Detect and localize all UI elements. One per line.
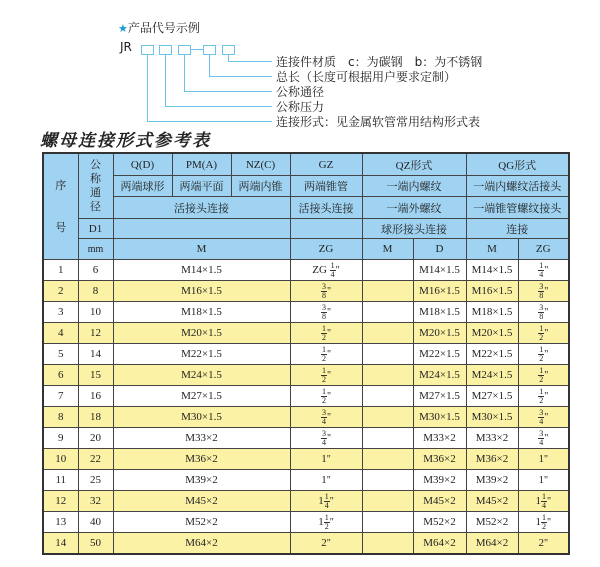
cell-gz-zg <box>290 344 362 365</box>
cell-qz-d: M16×1.5 <box>413 281 466 302</box>
numerator: 1 <box>324 491 329 501</box>
table-row <box>43 386 569 407</box>
header-cell: 活接头连接 <box>290 197 362 219</box>
inch-mark: " <box>544 306 549 318</box>
cell-qz-d: M64×2 <box>413 533 466 555</box>
whole: 1 <box>318 515 324 528</box>
cell-qz-m <box>362 365 413 386</box>
cell-qg-zg <box>518 344 569 365</box>
table-title: 螺母连接形式参考表 <box>40 131 211 151</box>
denominator: 4 <box>539 416 544 426</box>
header-cell: M <box>466 239 518 260</box>
cell-qg-m: M14×1.5 <box>466 260 518 281</box>
inch-mark: " <box>326 369 332 381</box>
header-cell: ZG <box>290 239 362 260</box>
cell-no: 11 <box>43 470 78 491</box>
cell-m: M33×2 <box>113 428 290 449</box>
denominator: 2 <box>321 374 326 384</box>
cell-qz-m <box>362 302 413 323</box>
header-cell: 一端内螺纹活接头 <box>466 176 569 197</box>
inch-mark: " <box>546 516 552 528</box>
cell-qz-m <box>362 281 413 302</box>
cell-m: M27×1.5 <box>113 386 290 407</box>
cell-no: 4 <box>43 323 78 344</box>
cell-dn: 25 <box>78 470 113 491</box>
cell-qg-zg <box>518 281 569 302</box>
label-length: 总长（长度可根据用户要求定制） <box>276 70 457 84</box>
table-row <box>43 281 569 302</box>
denominator: 8 <box>539 290 544 300</box>
header-seq-1: 序 <box>55 179 67 192</box>
cell-dn: 18 <box>78 407 113 428</box>
numerator: 1 <box>321 344 326 354</box>
numerator: 1 <box>330 260 335 270</box>
cell-m: M36×2 <box>113 449 290 470</box>
header-cell: QZ形式 <box>362 153 466 176</box>
cell-qg-zg <box>518 449 569 470</box>
cell-dn: 12 <box>78 323 113 344</box>
denominator: 2 <box>539 353 544 363</box>
header-cell: 两端锥管 <box>290 176 362 197</box>
table-row <box>43 449 569 470</box>
cell-no: 6 <box>43 365 78 386</box>
cell-qg-m: M27×1.5 <box>466 386 518 407</box>
numerator: 3 <box>321 428 326 438</box>
cell-qz-d: M18×1.5 <box>413 302 466 323</box>
cell-qg-m: M39×2 <box>466 470 518 491</box>
header-cell: 两端内锥 <box>231 176 290 197</box>
cell-qg-zg <box>518 386 569 407</box>
leader-line <box>228 61 272 62</box>
denominator: 4 <box>321 416 326 426</box>
inch-mark: " <box>544 390 549 402</box>
denominator: 2 <box>539 395 544 405</box>
t: 称 <box>90 173 101 185</box>
cell-dn: 40 <box>78 512 113 533</box>
cell-qg-m: M20×1.5 <box>466 323 518 344</box>
cell-qg-zg <box>518 428 569 449</box>
cell-gz-zg <box>290 386 362 407</box>
header-cell: 一端内螺纹 <box>362 176 466 197</box>
table-row <box>43 260 569 281</box>
cell-dn: 6 <box>78 260 113 281</box>
cell-qg-m: M16×1.5 <box>466 281 518 302</box>
label-connection: 连接形式：见金属软管常用结构形式表 <box>276 115 481 129</box>
inch-mark: " <box>543 538 549 549</box>
inch-mark: " <box>544 327 549 339</box>
table-row <box>43 512 569 533</box>
numerator: 3 <box>321 407 326 417</box>
code-example-title-text: 产品代号示例 <box>127 21 200 35</box>
table-row <box>43 428 569 449</box>
numerator: 3 <box>539 428 544 438</box>
cell-qz-m <box>362 386 413 407</box>
cell-qz-d: M52×2 <box>413 512 466 533</box>
header-cell <box>113 219 290 239</box>
cell-m: M18×1.5 <box>113 302 290 323</box>
denominator: 2 <box>321 395 326 405</box>
cell-no: 13 <box>43 512 78 533</box>
inch-mark: " <box>326 432 332 444</box>
denominator: 2 <box>321 353 326 363</box>
leader-line <box>184 91 272 92</box>
cell-qz-m <box>362 407 413 428</box>
denominator: 2 <box>321 332 326 342</box>
label-pressure: 公称压力 <box>276 100 325 114</box>
numerator: 1 <box>539 260 544 270</box>
table-row <box>43 344 569 365</box>
cell-m: M45×2 <box>113 491 290 512</box>
leader-line <box>165 106 272 107</box>
cell-gz-zg <box>290 512 362 533</box>
denominator: 4 <box>330 269 335 279</box>
numerator: 1 <box>321 365 326 375</box>
cell-qz-m <box>362 344 413 365</box>
label-diameter: 公称通径 <box>276 85 325 99</box>
cell-qg-zg <box>518 365 569 386</box>
whole: 1 <box>321 474 327 486</box>
table-row <box>43 470 569 491</box>
cell-dn: 15 <box>78 365 113 386</box>
cell-qz-d: M36×2 <box>413 449 466 470</box>
table-row <box>43 533 569 555</box>
leader-line <box>209 54 210 76</box>
cell-qg-zg <box>518 323 569 344</box>
denominator: 8 <box>539 311 544 321</box>
cell-no: 14 <box>43 533 78 555</box>
whole: 2 <box>538 537 544 549</box>
star-icon: ★ <box>118 22 128 35</box>
whole: 1 <box>535 515 541 528</box>
whole: 1 <box>321 453 327 465</box>
header-dn <box>78 153 113 219</box>
cell-qz-m <box>362 533 413 555</box>
numerator: 1 <box>539 323 544 333</box>
table-row <box>43 323 569 344</box>
cell-qz-d: M30×1.5 <box>413 407 466 428</box>
header-cell: 一端锥管螺纹接头 <box>466 197 569 219</box>
inch-mark: " <box>326 411 332 423</box>
inch-mark: " <box>326 538 331 549</box>
cell-qg-m: M30×1.5 <box>466 407 518 428</box>
cell-qz-m <box>362 428 413 449</box>
cell-m: M16×1.5 <box>113 281 290 302</box>
cell-qg-m: M36×2 <box>466 449 518 470</box>
header-cell: 两端球形 <box>113 176 172 197</box>
header-cell: D <box>413 239 466 260</box>
cell-qz-d: M45×2 <box>413 491 466 512</box>
cell-qg-m: M22×1.5 <box>466 344 518 365</box>
header-cell: M <box>113 239 290 260</box>
cell-dn: 8 <box>78 281 113 302</box>
denominator: 2 <box>539 374 544 384</box>
cell-dn: 50 <box>78 533 113 555</box>
cell-qz-d: M39×2 <box>413 470 466 491</box>
cell-no: 3 <box>43 302 78 323</box>
header-d1: D1 <box>78 219 113 239</box>
cell-qz-m <box>362 491 413 512</box>
cell-qg-m: M33×2 <box>466 428 518 449</box>
denominator: 4 <box>321 437 326 447</box>
inch-mark: " <box>329 516 334 528</box>
cell-qg-zg <box>518 302 569 323</box>
denominator: 4 <box>541 500 546 510</box>
header-cell: 一端外螺纹 <box>362 197 466 219</box>
cell-qz-d: M20×1.5 <box>413 323 466 344</box>
header-cell: 球形接头连接 <box>362 219 466 239</box>
numerator: 3 <box>539 407 544 417</box>
code-prefix: JR <box>120 40 132 54</box>
cell-qz-d: M14×1.5 <box>413 260 466 281</box>
denominator: 4 <box>539 437 544 447</box>
cell-m: M14×1.5 <box>113 260 290 281</box>
cell-gz-zg <box>290 260 362 281</box>
header-cell: 连接 <box>466 219 569 239</box>
cell-m: M24×1.5 <box>113 365 290 386</box>
cell-dn: 20 <box>78 428 113 449</box>
denominator: 8 <box>321 290 326 300</box>
cell-qz-d: M22×1.5 <box>413 344 466 365</box>
inch-mark: " <box>326 285 332 297</box>
header-cell: NZ(C) <box>231 153 290 176</box>
inch-mark: " <box>326 348 332 360</box>
cell-dn: 32 <box>78 491 113 512</box>
cell-qg-m: M64×2 <box>466 533 518 555</box>
cell-m: M64×2 <box>113 533 290 555</box>
cell-gz-zg <box>290 449 362 470</box>
numerator: 3 <box>539 281 544 291</box>
cell-qz-m <box>362 323 413 344</box>
header-seq-2: 号 <box>55 221 67 234</box>
t: 径 <box>90 201 101 213</box>
header-cell: Q(D) <box>113 153 172 176</box>
denominator: 2 <box>324 521 329 531</box>
cell-gz-zg <box>290 302 362 323</box>
numerator: 1 <box>539 344 544 354</box>
inch-mark: " <box>544 432 549 444</box>
numerator: 1 <box>321 386 326 396</box>
header-cell: GZ <box>290 153 362 176</box>
t: 通 <box>90 187 101 199</box>
cell-qg-zg <box>518 512 569 533</box>
denominator: 4 <box>539 269 544 279</box>
leader-line <box>184 54 185 91</box>
numerator: 3 <box>321 281 326 291</box>
cell-no: 7 <box>43 386 78 407</box>
inch-mark: " <box>326 306 332 318</box>
header-cell: ZG <box>518 239 569 260</box>
header-mm: mm <box>78 239 113 260</box>
cell-qz-d: M33×2 <box>413 428 466 449</box>
cell-gz-zg <box>290 491 362 512</box>
inch-mark: " <box>326 390 332 402</box>
cell-qg-m: M24×1.5 <box>466 365 518 386</box>
header-cell: 活接头连接 <box>113 197 290 219</box>
inch-mark: " <box>544 264 549 276</box>
numerator: 1 <box>539 365 544 375</box>
cell-no: 2 <box>43 281 78 302</box>
denominator: 4 <box>324 500 329 510</box>
inch-mark: " <box>326 475 331 486</box>
cell-qg-zg <box>518 470 569 491</box>
cell-dn: 16 <box>78 386 113 407</box>
whole: 1 <box>318 494 324 507</box>
denominator: 2 <box>541 521 546 531</box>
cell-m: M39×2 <box>113 470 290 491</box>
leader-line <box>147 54 148 121</box>
t: 公 <box>90 159 101 171</box>
cell-no: 12 <box>43 491 78 512</box>
table-row <box>43 491 569 512</box>
label-material: 连接件材质 c：为碳钢 b：为不锈钢 <box>276 55 483 69</box>
cell-no: 10 <box>43 449 78 470</box>
cell-qg-m: M52×2 <box>466 512 518 533</box>
inch-mark: " <box>326 327 332 339</box>
inch-mark: " <box>543 454 549 465</box>
denominator: 8 <box>321 311 326 321</box>
cell-qz-d: M27×1.5 <box>413 386 466 407</box>
cell-qg-zg <box>518 491 569 512</box>
nut-connection-table <box>42 152 570 555</box>
inch-mark: " <box>544 285 549 297</box>
inch-mark: " <box>329 495 334 507</box>
numerator: 3 <box>321 302 326 312</box>
header-cell <box>290 219 362 239</box>
cell-qz-d: M24×1.5 <box>413 365 466 386</box>
inch-mark: " <box>543 475 549 486</box>
cell-gz-zg <box>290 407 362 428</box>
cell-no: 5 <box>43 344 78 365</box>
inch-mark: " <box>546 495 552 507</box>
header-cell: M <box>362 239 413 260</box>
leader-line <box>209 76 272 77</box>
cell-qg-zg <box>518 533 569 555</box>
numerator: 1 <box>321 323 326 333</box>
inch-mark: " <box>335 264 340 276</box>
cell-gz-zg <box>290 281 362 302</box>
leader-line <box>228 54 229 61</box>
whole: 1 <box>535 494 541 507</box>
table-row <box>43 302 569 323</box>
cell-qg-zg <box>518 260 569 281</box>
header-cell: PM(A) <box>172 153 231 176</box>
cell-gz-zg <box>290 533 362 555</box>
cell-gz-zg <box>290 428 362 449</box>
cell-qg-zg <box>518 407 569 428</box>
cell-m: M30×1.5 <box>113 407 290 428</box>
inch-mark: " <box>544 369 549 381</box>
code-dash <box>191 49 203 50</box>
cell-no: 8 <box>43 407 78 428</box>
leader-line <box>165 54 166 106</box>
cell-dn: 14 <box>78 344 113 365</box>
cell-qg-m: M18×1.5 <box>466 302 518 323</box>
cell-no: 1 <box>43 260 78 281</box>
numerator: 1 <box>541 491 546 501</box>
numerator: 3 <box>539 302 544 312</box>
table-row <box>43 407 569 428</box>
whole: 2 <box>321 537 327 549</box>
code-example-title <box>118 19 200 36</box>
cell-m: M20×1.5 <box>113 323 290 344</box>
inch-mark: " <box>544 348 549 360</box>
whole: 1 <box>538 453 544 465</box>
numerator: 1 <box>324 512 329 522</box>
cell-m: M22×1.5 <box>113 344 290 365</box>
header-seq <box>43 153 78 260</box>
cell-no: 9 <box>43 428 78 449</box>
inch-mark: " <box>544 411 549 423</box>
cell-qz-m <box>362 449 413 470</box>
cell-qg-m: M45×2 <box>466 491 518 512</box>
leader-line <box>147 121 272 122</box>
table-row <box>43 365 569 386</box>
cell-dn: 22 <box>78 449 113 470</box>
denominator: 2 <box>539 332 544 342</box>
cell-gz-zg <box>290 323 362 344</box>
cell-m: M52×2 <box>113 512 290 533</box>
header-cell: 两端平面 <box>172 176 231 197</box>
cell-gz-zg <box>290 470 362 491</box>
numerator: 1 <box>539 386 544 396</box>
cell-qz-m <box>362 512 413 533</box>
cell-qz-m <box>362 260 413 281</box>
table-body <box>43 260 569 555</box>
whole: 1 <box>538 474 544 486</box>
cell-qz-m <box>362 470 413 491</box>
header-cell: QG形式 <box>466 153 569 176</box>
cell-gz-zg <box>290 365 362 386</box>
numerator: 1 <box>541 512 546 522</box>
zg-prefix: ZG <box>312 263 327 276</box>
cell-dn: 10 <box>78 302 113 323</box>
inch-mark: " <box>326 454 331 465</box>
